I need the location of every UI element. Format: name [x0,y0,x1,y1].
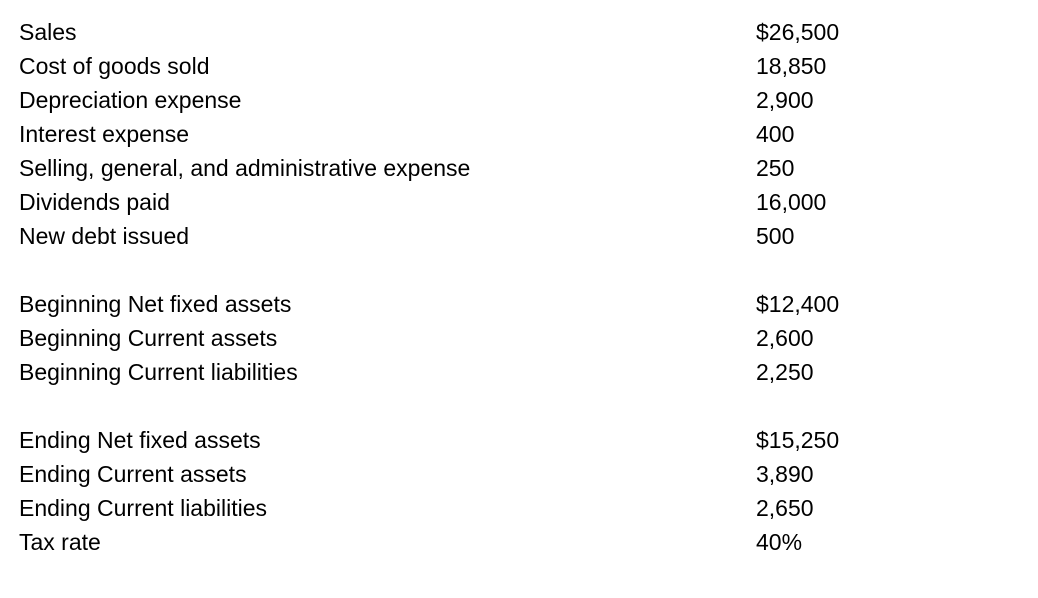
row-beginning-current-assets [0,321,1038,355]
row-sales [0,15,1038,49]
row-value: 40% [756,529,803,555]
row-value: 3,890 [756,461,814,487]
row-label: Ending Current assets [19,461,247,487]
row-label: Beginning Current liabilities [19,359,298,385]
row-ending-net-fixed-assets [0,423,1038,457]
row-value: 400 [756,121,795,147]
row-value: 2,650 [756,495,814,521]
row-value: 500 [756,223,795,249]
row-label: Ending Current liabilities [19,495,268,521]
row-label: Dividends paid [19,189,170,215]
row-value: $15,250 [756,427,840,453]
row-ending-current-assets [0,457,1038,491]
row-value: 2,250 [756,359,814,385]
row-beginning-net-fixed-assets [0,287,1038,321]
ending-balances-group [0,423,1038,559]
row-cost-of-goods-sold [0,49,1038,83]
row-label: Interest expense [19,121,190,147]
income-items-group [0,15,1038,253]
row-new-debt-issued [0,219,1038,253]
row-depreciation-expense [0,83,1038,117]
beginning-balances-group [0,287,1038,389]
row-sga-expense [0,151,1038,185]
row-value: 16,000 [756,189,827,215]
row-label: Beginning Net fixed assets [19,291,292,317]
row-value: 18,850 [756,53,827,79]
row-label: Ending Net fixed assets [19,427,261,453]
row-tax-rate [0,525,1038,559]
row-value: 2,600 [756,325,814,351]
row-label: Sales [19,19,77,45]
row-beginning-current-liabilities [0,355,1038,389]
row-value: $26,500 [756,19,840,45]
row-label: Tax rate [19,529,101,555]
row-label: New debt issued [19,223,190,249]
row-interest-expense [0,117,1038,151]
row-ending-current-liabilities [0,491,1038,525]
row-label: Beginning Current assets [19,325,278,351]
row-dividends-paid [0,185,1038,219]
row-label: Selling, general, and administrative expense [19,155,471,181]
row-label: Cost of goods sold [19,53,210,79]
row-label: Depreciation expense [19,87,242,113]
row-value: 2,900 [756,87,814,113]
row-value: 250 [756,155,795,181]
row-value: $12,400 [756,291,840,317]
